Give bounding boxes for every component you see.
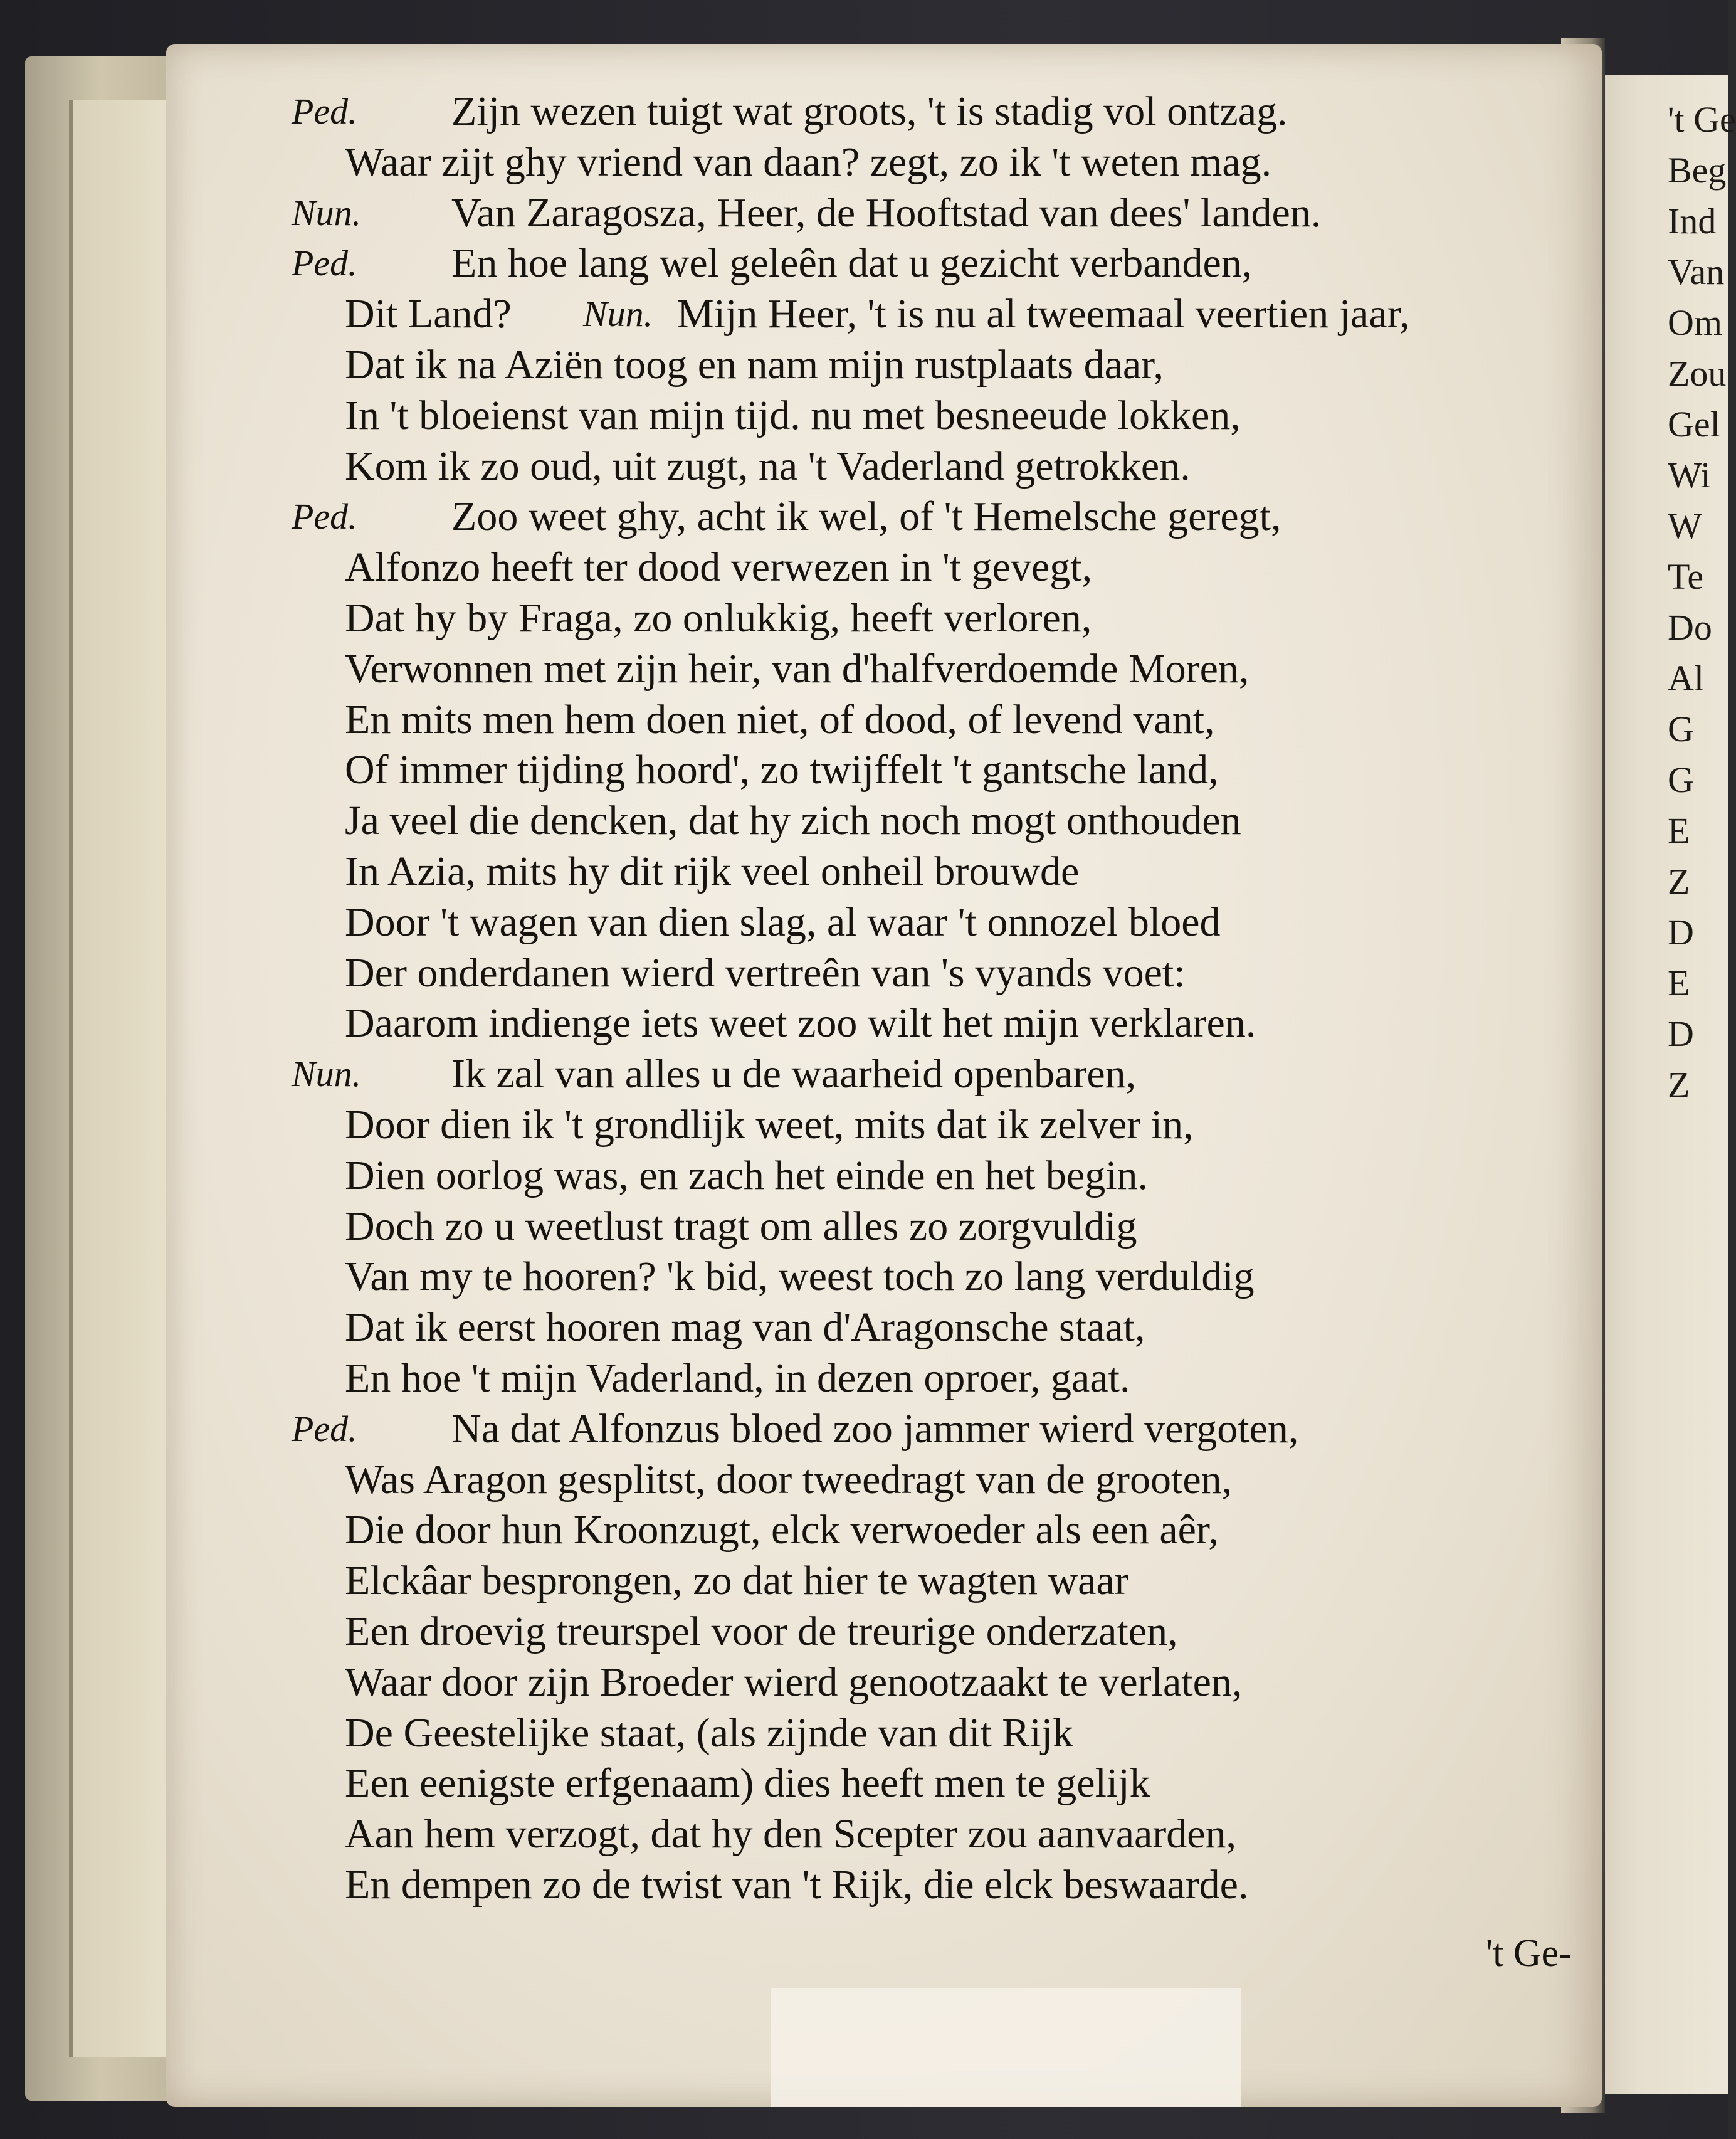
facing-page-line: Wi: [1668, 455, 1711, 495]
facing-page-line: G: [1668, 759, 1694, 800]
verse-text: Kom ik zo oud, uit zugt, na 't Vaderland getrokken.: [345, 443, 1191, 489]
verse-text: Zijn wezen tuigt wat groots, 't is stadig vol ontzag.: [451, 88, 1288, 134]
verse-text: De Geestelijke staat, (als zijnde van dit Rijk: [345, 1709, 1073, 1756]
speaker-label: Ped.: [292, 243, 357, 284]
verse-line: [270, 289, 1561, 340]
verse-text: In 't bloeienst van mijn tijd. nu met besneeude lokken,: [345, 392, 1241, 438]
verse-text: Dit Land?: [345, 291, 512, 337]
verse-text: Der onderdanen wierd vertreên van 's vyands voet:: [345, 949, 1186, 996]
verse-text: Was Aragon gesplitst, door tweedragt van de grooten,: [345, 1456, 1233, 1503]
verse-line: [270, 238, 1561, 289]
verse-text: Aan hem verzogt, dat hy den Scepter zou aanvaarden,: [345, 1811, 1237, 1857]
facing-page-line: Ind: [1668, 201, 1717, 241]
catchword: 't Ge-: [1486, 1932, 1572, 1975]
verse-line: [270, 796, 1561, 847]
verse-text: En mits men hem doen niet, of dood, of levend vant,: [345, 696, 1215, 742]
verse-line: [270, 137, 1561, 188]
facing-page-line: D: [1668, 1013, 1694, 1054]
speaker-label: Ped.: [292, 496, 357, 537]
facing-page-line: Z: [1668, 1064, 1690, 1105]
verse-line: [270, 1302, 1561, 1353]
verse-line: [270, 542, 1561, 593]
verse-text: Mijn Heer, 't is nu al tweemaal veertien jaar,: [677, 291, 1410, 337]
verse-line: [270, 644, 1561, 695]
verse-text: Dat hy by Fraga, zo onlukkig, heeft verloren,: [345, 594, 1092, 641]
facing-page-text: [1668, 94, 1736, 1110]
verse-line: [270, 948, 1561, 999]
speaker-label: Nun.: [583, 293, 653, 335]
verse-text: Verwonnen met zijn heir, van d'halfverdoemde Moren,: [345, 645, 1249, 692]
facing-page-line: Zou: [1668, 353, 1727, 394]
verse-line: [270, 897, 1561, 948]
verse-line: [270, 188, 1561, 239]
speaker-label: Nun.: [292, 192, 362, 233]
paper-patch: [771, 1988, 1241, 2107]
verse-text: Door 't wagen van dien slag, al waar 't onnozel bloed: [345, 899, 1221, 945]
verse-text: Een droevig treurspel voor de treurige onderzaten,: [345, 1608, 1178, 1654]
verse-line: [270, 1505, 1561, 1556]
verse-line: [270, 1404, 1561, 1455]
verse-line: [270, 1758, 1561, 1809]
verse-line: [270, 593, 1561, 644]
verse-text: Alfonzo heeft ter dood verwezen in 't gevegt,: [345, 544, 1093, 591]
facing-page-line: Al: [1668, 658, 1704, 699]
facing-page-line: E: [1668, 963, 1690, 1003]
verse-text: Dat ik eerst hooren mag van d'Aragonsche staat,: [345, 1304, 1145, 1351]
verse-line: [270, 1657, 1561, 1708]
verse-text: Die door hun Kroonzugt, elck verwoeder als een aêr,: [345, 1507, 1219, 1553]
facing-page-line: G: [1668, 709, 1694, 749]
verse-line: [270, 441, 1561, 492]
speaker-label: Nun.: [292, 1054, 362, 1095]
verse-text: In Azia, mits hy dit rijk veel onheil brouwde: [345, 848, 1080, 894]
verse-text: Daarom indienge iets weet zoo wilt het mijn verklaren.: [345, 1000, 1256, 1047]
verse-text: Na dat Alfonzus bloed zoo jammer wierd vergoten,: [451, 1405, 1299, 1452]
verse-line: [270, 1252, 1561, 1302]
verse-text: Of immer tijding hoord', zo twijffelt 't gantsche land,: [345, 747, 1219, 793]
verse-line: [270, 745, 1561, 796]
verse-line: [270, 87, 1561, 137]
verse-line: [270, 1860, 1561, 1911]
verse-line: [270, 340, 1561, 391]
facing-page-line: E: [1668, 810, 1690, 851]
verse-line: [270, 1353, 1561, 1404]
verse-text: En hoe lang wel geleên dat u gezicht verbanden,: [451, 240, 1253, 287]
verse-text: Van Zaragosza, Heer, de Hooftstad van dees' landen.: [451, 189, 1322, 236]
verse-line: [270, 492, 1561, 542]
verse-line: [270, 1202, 1561, 1252]
facing-page-line: Beg: [1668, 150, 1727, 191]
verse-text: Van my te hooren? 'k bid, weest toch zo lang verduldig: [345, 1254, 1255, 1300]
verse-text: Dat ik na Aziën toog en nam mijn rustplaats daar,: [345, 341, 1164, 388]
verse-text: Zoo weet ghy, acht ik wel, of 't Hemelsche geregt,: [451, 494, 1281, 540]
verse-text: Dien oorlog was, en zach het einde en het begin.: [345, 1152, 1149, 1198]
verse-line: [270, 1607, 1561, 1657]
verse-line: [270, 998, 1561, 1049]
verse-text: En dempen zo de twist van 't Rijk, die elck beswaarde.: [345, 1861, 1249, 1908]
verse-text: Doch zo u weetlust tragt om alles zo zorgvuldig: [345, 1203, 1137, 1249]
verse-text: Waar door zijn Broeder wierd genootzaakt te verlaten,: [345, 1659, 1243, 1705]
speaker-label: Ped.: [292, 1408, 357, 1449]
facing-page-line: Gel: [1668, 404, 1720, 445]
verse-text: Ja veel die dencken, dat hy zich noch mogt onthouden: [345, 798, 1241, 844]
verse-text: Door dien ik 't grondlijk weet, mits dat ik zelver in,: [345, 1101, 1194, 1148]
facing-page-line: Van: [1668, 251, 1725, 292]
verse-text: Ik zal van alles u de waarheid openbaren,: [451, 1051, 1137, 1097]
speaker-label: Ped.: [292, 91, 357, 132]
facing-page-line: D: [1668, 912, 1694, 953]
verse-line: [270, 847, 1561, 897]
facing-page-line: Z: [1668, 861, 1690, 902]
verse-line: [270, 1049, 1561, 1100]
verse-text: Waar zijt ghy vriend van daan? zegt, zo ik 't weten mag.: [345, 139, 1272, 185]
verse-line: [270, 1708, 1561, 1759]
facing-page-line: 't Ge: [1668, 99, 1736, 140]
facing-page-line: Te: [1668, 556, 1704, 597]
verse-text: En hoe 't mijn Vaderland, in dezen oproer, gaat.: [345, 1355, 1130, 1401]
verse-line: [270, 391, 1561, 441]
verse-block: [270, 87, 1561, 1911]
verse-line: [270, 1809, 1561, 1860]
verse-line: [270, 1151, 1561, 1202]
verse-line: [270, 1556, 1561, 1607]
verse-line: [270, 1455, 1561, 1506]
verse-line: [270, 695, 1561, 746]
facing-page-line: Om: [1668, 302, 1722, 343]
facing-page-line: Do: [1668, 607, 1712, 648]
verse-line: [270, 1100, 1561, 1151]
verse-text: Elckâar besprongen, zo dat hier te wagten waar: [345, 1558, 1128, 1604]
facing-page-line: W: [1668, 505, 1702, 546]
verse-text: Een eenigste erfgenaam) dies heeft men te gelijk: [345, 1760, 1150, 1807]
